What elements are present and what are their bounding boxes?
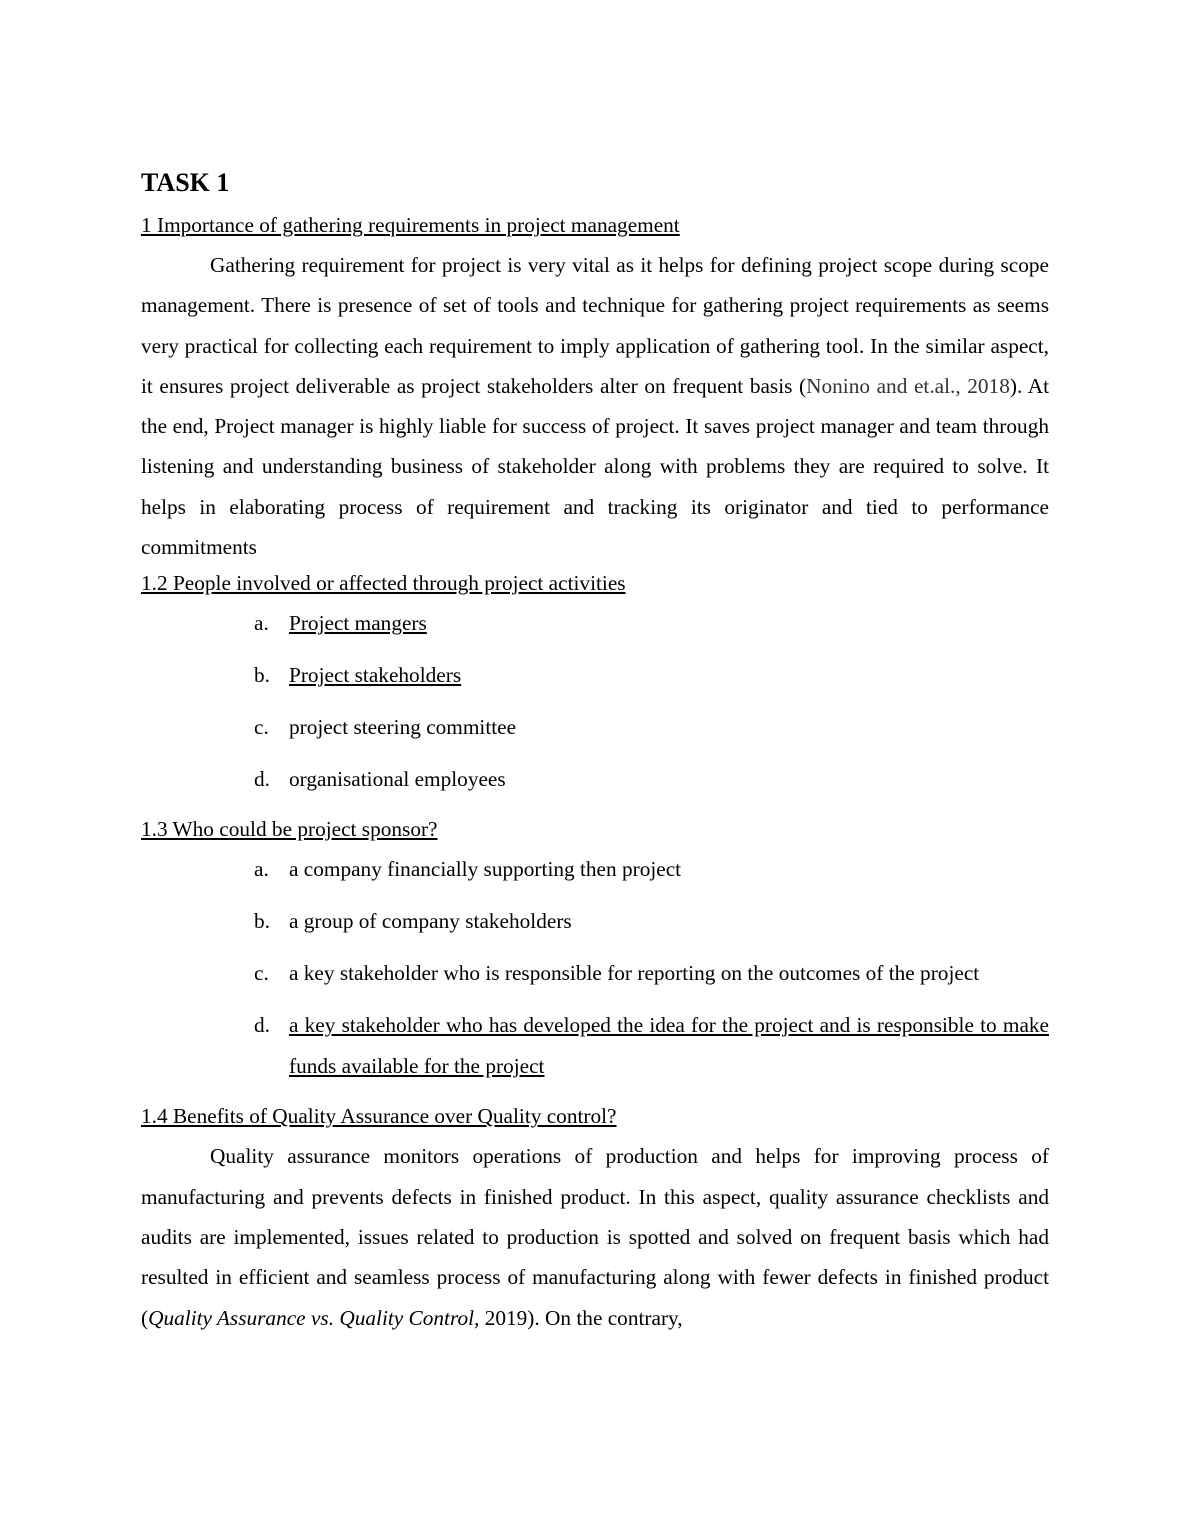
citation-quality-assurance: Quality Assurance vs. Quality Control, <box>148 1305 480 1330</box>
list-item <box>141 707 1049 748</box>
list-item-text: a company financially supporting then project <box>289 857 682 882</box>
section-1-heading: 1 Importance of gathering requirements in project management <box>141 213 680 237</box>
citation-nonino: Nonino and et.al., 2018 <box>806 373 1010 398</box>
section-4-text-end: 2019). On the contrary, <box>479 1305 683 1330</box>
list-item <box>141 655 1049 696</box>
list-marker: b. <box>254 909 270 934</box>
section-3-heading: 1.3 Who could be project sponsor? <box>141 817 438 842</box>
section-1-text-end: ). At the end, Project manager is highly liable for success of project. It saves project manager and team through listening and understanding business of stakeholder along with problems they are required to solve. It helps in elaborating process of requirement and tracking its originator and tied to performance commitments <box>141 373 1049 560</box>
project-sponsor-list <box>141 849 1049 1087</box>
list-item-text: a key stakeholder who is responsible for reporting on the outcomes of the project <box>289 961 980 986</box>
section-1-paragraph <box>141 245 1049 567</box>
list-item <box>141 759 1049 800</box>
list-item-text: Project stakeholders <box>289 663 462 688</box>
list-item-text: organisational employees <box>289 767 506 792</box>
list-item <box>141 849 1049 890</box>
document-title: TASK 1 <box>141 168 230 197</box>
list-item <box>141 953 1049 994</box>
list-marker: d. <box>254 767 270 792</box>
document-page <box>141 165 1049 1338</box>
section-4-paragraph <box>141 1136 1049 1337</box>
section-1-text-start: Gathering requirement for project is very vital as it helps for defining project scope during scope management. There is presence of set of tools and technique for gathering project requirements as seems very practical for collecting each requirement to imply application of gathering tool. In the similar aspect, it ensures project deliverable as project stakeholders alter on frequent basis ( <box>141 253 1049 398</box>
list-item <box>141 1005 1049 1087</box>
list-item-text: Project mangers <box>289 611 427 636</box>
people-involved-list <box>141 603 1049 800</box>
list-marker: c. <box>254 715 269 740</box>
list-item-text: a group of company stakeholders <box>289 909 572 934</box>
list-item <box>141 603 1049 644</box>
list-marker: d. <box>254 1013 270 1038</box>
list-marker: a. <box>254 611 269 636</box>
list-item <box>141 901 1049 942</box>
list-marker: c. <box>254 961 269 986</box>
list-marker: b. <box>254 663 270 688</box>
list-marker: a. <box>254 857 269 882</box>
section-4-text-start: Quality assurance monitors operations of production and helps for improving process of manufacturing and prevents defects in finished product. In this aspect, quality assurance checklists and audits are implemented, issues related to production is spotted and solved on frequent basis which had resulted in efficient and seamless process of manufacturing along with fewer defects in finished product ( <box>141 1144 1049 1330</box>
list-item-text: project steering committee <box>289 715 517 740</box>
list-item-text: a key stakeholder who has developed the idea for the project and is responsible to make funds available for the project <box>289 1013 1049 1079</box>
section-2-heading: 1.2 People involved or affected through project activities <box>141 571 626 596</box>
section-4-heading: 1.4 Benefits of Quality Assurance over Quality control? <box>141 1104 617 1129</box>
